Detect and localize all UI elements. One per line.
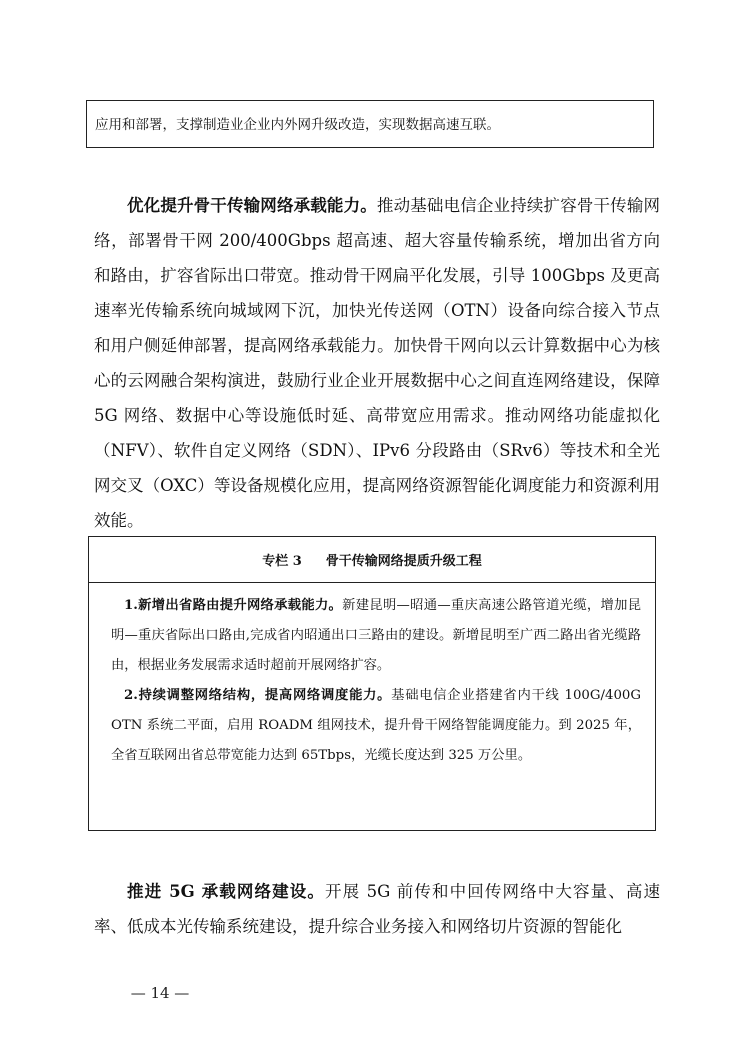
paragraph-lead-heading: 优化提升骨干传输网络承载能力。 <box>127 196 377 215</box>
page-number: — 14 — <box>130 984 190 1002</box>
panel-item-1-lead: 1.新增出省路由提升网络承载能力。 <box>124 598 343 613</box>
panel-title: 骨干传输网络提质升级工程 <box>325 554 482 569</box>
paragraph-body-text: 开展 5G 前传和中回传网络中大容量、高速率、低成本光传输系统建设，提升综合业务接入和网络切片资源的智能化 <box>94 882 661 936</box>
panel-item-2 <box>111 681 641 771</box>
continued-panel-box <box>86 100 654 148</box>
panel-item-1-body: 新建昆明—昭通—重庆高速公路管道光缆，增加昆明—重庆省际出口路由,完成省内昭通出口三路由的建设。新增昆明至广西二路出省光缆路由，根据业务发展需求适时超前开展网络扩容。 <box>111 598 642 673</box>
column-panel-3 <box>88 536 656 831</box>
panel-body <box>89 583 655 771</box>
panel-item-2-body: 基础电信企业搭建省内干线 100G/400G OTN 系统二平面，启用 ROADM 组网技术，提升骨干网络智能调度能力。到 2025 年，全省互联网出省总带宽能力达到 65Tbps，光缆长度达到 325 万公里。 <box>111 688 641 763</box>
continued-panel-text: 应用和部署，支撑制造业企业内外网升级改造，实现数据高速互联。 <box>95 117 500 133</box>
paragraph-body-text: 推动基础电信企业持续扩容骨干传输网络，部署骨干网 200/400Gbps 超高速、超大容量传输系统，增加出省方向和路由，扩容省际出口带宽。推动骨干网扁平化发展，引导 100Gbps 及更高速率光传输系统向城域网下沉，加快光传送网（OTN）设备向综合接入节点和用户侧延伸部署，提高网络承载能力。加快骨干网向以云计算数据中心为核心的云网融合架构演进，鼓励行业企业开展数据中心之间直连网络建设，保障 5G 网络、数据中心等设施低时延、高带宽应用需求。推动网络功能虚拟化（NFV）、软件自定义网络（SDN）、IPv6 分段路由（SRv6）等技术和全光网交叉（OXC）等设备规模化应用，提高网络资源智能化调度能力和资源利用效能。 <box>94 196 661 530</box>
panel-label: 专栏 3 <box>262 554 302 569</box>
panel-item-2-lead: 2.持续调整网络结构，提高网络调度能力。 <box>124 688 392 703</box>
panel-item-1 <box>111 591 641 681</box>
panel-header <box>89 537 655 583</box>
paragraph-backbone <box>94 188 660 538</box>
paragraph-lead-heading: 推进 5G 承载网络建设。 <box>127 882 325 901</box>
paragraph-5g-bearer <box>94 874 660 944</box>
